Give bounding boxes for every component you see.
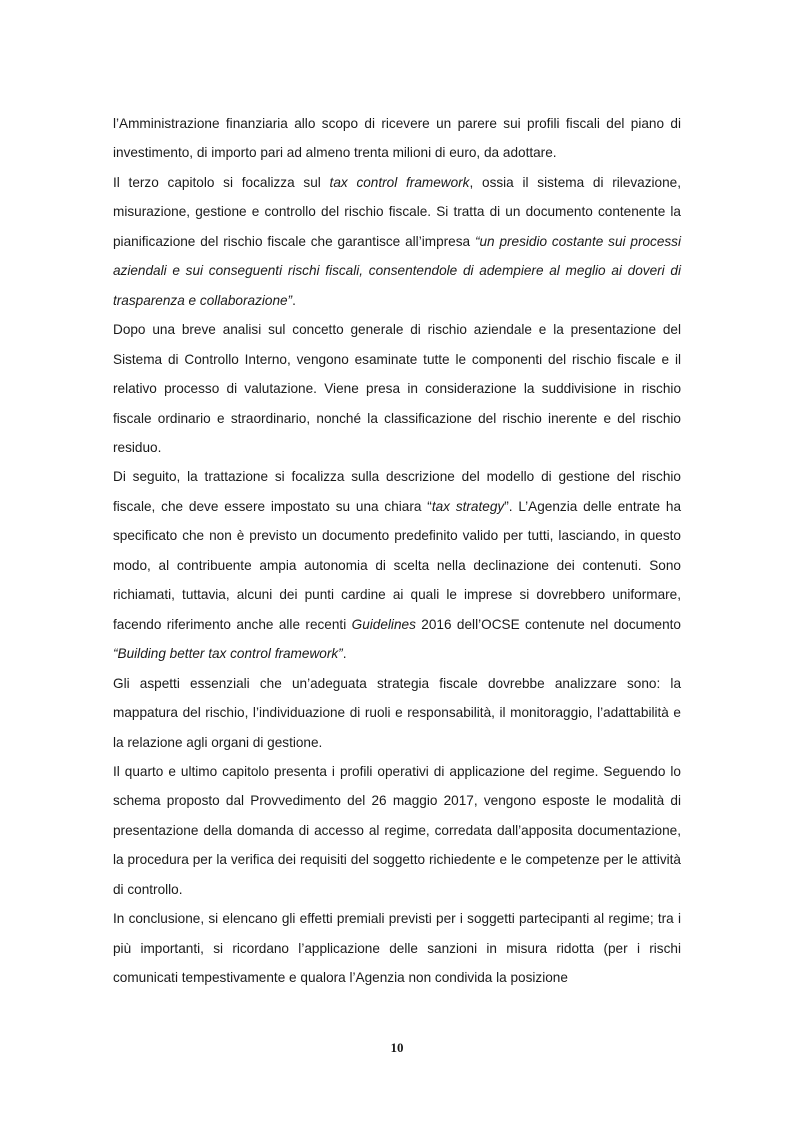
page-number: 10 — [390, 1040, 404, 1055]
document-body — [113, 109, 681, 993]
paragraph-text: Di seguito, la trattazione si focalizza sulla descrizione del modello di gestione del rischio fiscale, che deve essere impostato su una chiara “ — [113, 469, 681, 514]
paragraph-text: In conclusione, si elencano gli effetti premiali previsti per i soggetti partecipanti al regime; tra i più importanti, si ricordano l’applicazione delle sanzioni in misura ridotta (per i rischi comunicati tempestivamente e qualora l’Agenzia non condivida la posizione — [113, 911, 681, 986]
paragraph-text: . — [342, 646, 347, 662]
paragraph-text: l’Amministrazione finanziaria allo scopo di ricevere un parere sui profili fiscali del piano di investimento, di importo pari ad almeno trenta milioni di euro, da adottare. — [113, 116, 681, 161]
paragraph-text: Il quarto e ultimo capitolo presenta i profili operativi di applicazione del regime. Seguendo lo schema proposto dal Provvedimento del 26 maggio 2017, vengono esposte le modalità di presentazione della domanda di accesso al regime, corredata dall’apposita documentazione, la procedura per la verifica dei requisiti del soggetto richiedente e le competenze per le attività di controllo. — [113, 763, 681, 897]
italic-quote: “un presidio costante sui processi aziendali e sui conseguenti rischi fiscali, consentendole di adempiere al meglio ai doveri di trasparenza e collaborazione” — [113, 233, 681, 308]
italic-document-title: “Building better tax control framework” — [113, 646, 343, 662]
paragraph-5 — [113, 669, 681, 757]
italic-term-guidelines: Guidelines — [351, 616, 416, 632]
paragraph-text: Dopo una breve analisi sul concetto generale di rischio aziendale e la presentazione del Sistema di Controllo Interno, vengono esaminate tutte le componenti del rischio fiscale e il relativo processo di valutazione. Viene presa in considerazione la suddivisione in rischio fiscale ordinario e straordinario, nonché la classificazione del rischio inerente e del rischio residuo. — [113, 322, 681, 455]
paragraph-7 — [113, 904, 681, 992]
paragraph-text: Gli aspetti essenziali che un’adeguata strategia fiscale dovrebbe analizzare sono: la mappatura del rischio, l’individuazione di ruoli e responsabilità, il monitoraggio, l’adattabilità e la relazione agli organi di gestione. — [113, 675, 681, 750]
paragraph-4 — [113, 462, 681, 668]
paragraph-3 — [113, 315, 681, 462]
paragraph-6 — [113, 757, 681, 904]
paragraph-2 — [113, 168, 681, 315]
italic-term-tax-control-framework: tax control framework — [329, 174, 470, 190]
italic-term-tax-strategy: tax strategy — [431, 498, 505, 514]
paragraph-text: . — [292, 292, 296, 308]
paragraph-text: ”. L’Agenzia delle entrate ha specificato che non è previsto un documento predefinito valido per tutti, lasciando, in questo modo, al contribuente ampia autonomia di scelta nella declinazione dei contenuti. Sono richiamati, tuttavia, alcuni dei punti cardine ai quali le imprese si dovrebbero uniformare, facendo riferimento anche alle recenti — [113, 498, 682, 632]
paragraph-text: , ossia il sistema di rilevazione, misurazione, gestione e controllo del rischio fiscale. Si tratta di un documento contenente la pianificazione del rischio fiscale che garantisce all’impresa — [113, 174, 682, 249]
paragraph-text: Il terzo capitolo si focalizza sul — [113, 174, 330, 190]
paragraph-text: 2016 dell’OCSE contenute nel documento — [415, 616, 681, 632]
paragraph-1 — [113, 109, 681, 168]
